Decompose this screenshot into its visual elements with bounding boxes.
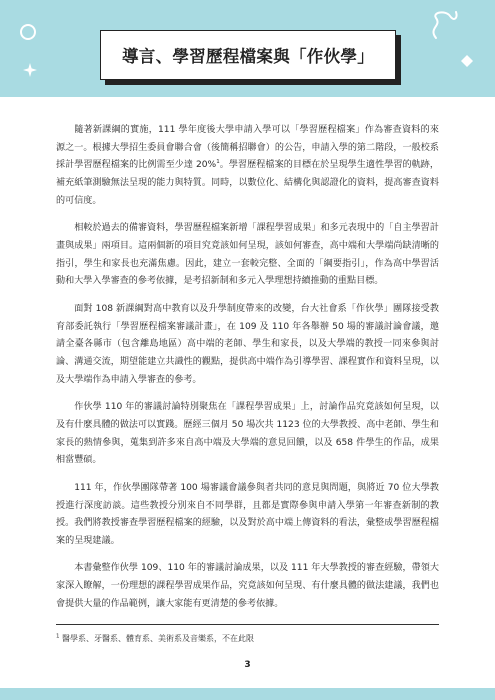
footnote-mark: 1 <box>56 633 60 640</box>
paragraph-text: 面對 108 新課綱對高中教育以及升學制度帶來的改變，台大社會系「作伙學」團隊接受教育部委託執行「學習歷程檔案審議計畫」，在 109 及 110 年各舉辦 50 場的審議討論會議，邀請全臺各縣市（包含離島地區）高中端的老師、學生和家長，以及大學端的教授一同來參與討論、溝通交流，期望能建立共識性的觀點，提供高中端作為引導學習、課程實作和資料呈現，以及大學端作為申請入學審查的參考。 <box>56 303 439 385</box>
paragraph-text: 相較於過去的備審資料，學習歷程檔案新增「課程學習成果」和多元表現中的「自主學習計畫與成果」兩項目。這兩個新的項目究竟該如何呈現，該如何審查，高中端和大學端尚缺清晰的指引，學生和家長也充滿焦慮。因此，建立一套較完整、全面的「綱要指引」，作為高中學習活動和大學入學審查的參考依據，是考招新制和多元入學理想持續推動的重點目標。 <box>56 223 439 287</box>
paragraph-text: 。學習歷程檔案的目標在於呈現學生適性學習的軌跡，補充紙筆測驗無法呈現的能力與特質。同時，以數位化、結構化與認證化的資料，提高審查資料的可信度。 <box>56 160 439 206</box>
footnote-ref: 1 <box>216 159 220 166</box>
diamond-icon <box>460 54 474 68</box>
paragraph-text: 本書彙整作伙學 109、110 年的審議討論成果，以及 111 年大學教授的審查經驗，帶領大家深入瞭解，一份理想的課程學習成果作品，究竟該如何呈現、有什麼具體的做法建議，我們也會提供大量的作品範例，讓大家能有更清楚的參考依據。 <box>56 563 439 609</box>
squiggle-icon <box>426 8 462 44</box>
title-wrap <box>100 30 396 80</box>
paragraph <box>56 399 439 470</box>
body-text <box>56 122 439 623</box>
page-number: 3 <box>244 660 251 670</box>
footnote-divider <box>56 624 439 625</box>
bottom-band <box>0 688 495 700</box>
paragraph <box>56 122 439 211</box>
title-box <box>100 30 396 80</box>
circle-icon <box>18 22 38 42</box>
paragraph <box>56 301 439 390</box>
paragraph <box>56 220 439 291</box>
paragraph-text: 隨著新課綱的實施，111 學年度後大學申請入學可以「學習歷程檔案」作為審查資料的來源之一。根據大學招生委員會聯合會（後簡稱招聯會）的公告，申請入學的第二階段，一般校系採計學習歷程檔案的比例需至少達 20% <box>56 125 439 171</box>
paragraph-text: 111 年，作伙學團隊帶著 100 場審議會議參與者共同的意見與問題，與將近 70 位大學教授進行深度訪談。這些教授分別來自不同學群，且都是實際參與申請入學第一年審查新制的教授。我們將教授審查學習歷程檔案的經驗，以及對於高中端上傳資料的看法，彙整成學習歷程檔案的呈現建議。 <box>56 482 439 546</box>
footnote <box>56 633 254 644</box>
paragraph-text: 作伙學 110 年的審議討論特別聚焦在「課程學習成果」上，討論作品究竟該如何呈現，以及有什麼具體的做法可以實踐。歷經三個月 50 場次共 1123 位的大學教授、高中老師、學生和家長的熱情參與，蒐集到許多來自高中端及大學端的意見回饋，以及 658 件學生的作品，成果相當豐碩。 <box>56 402 439 466</box>
paragraph <box>56 560 439 613</box>
paragraph <box>56 480 439 551</box>
footnote-text: 醫學系、牙醫系、體育系、美術系及音樂系，不在此限 <box>59 634 255 643</box>
star-icon <box>22 62 38 78</box>
page-title: 導言、學習歷程檔案與「作伙學」 <box>122 47 374 66</box>
